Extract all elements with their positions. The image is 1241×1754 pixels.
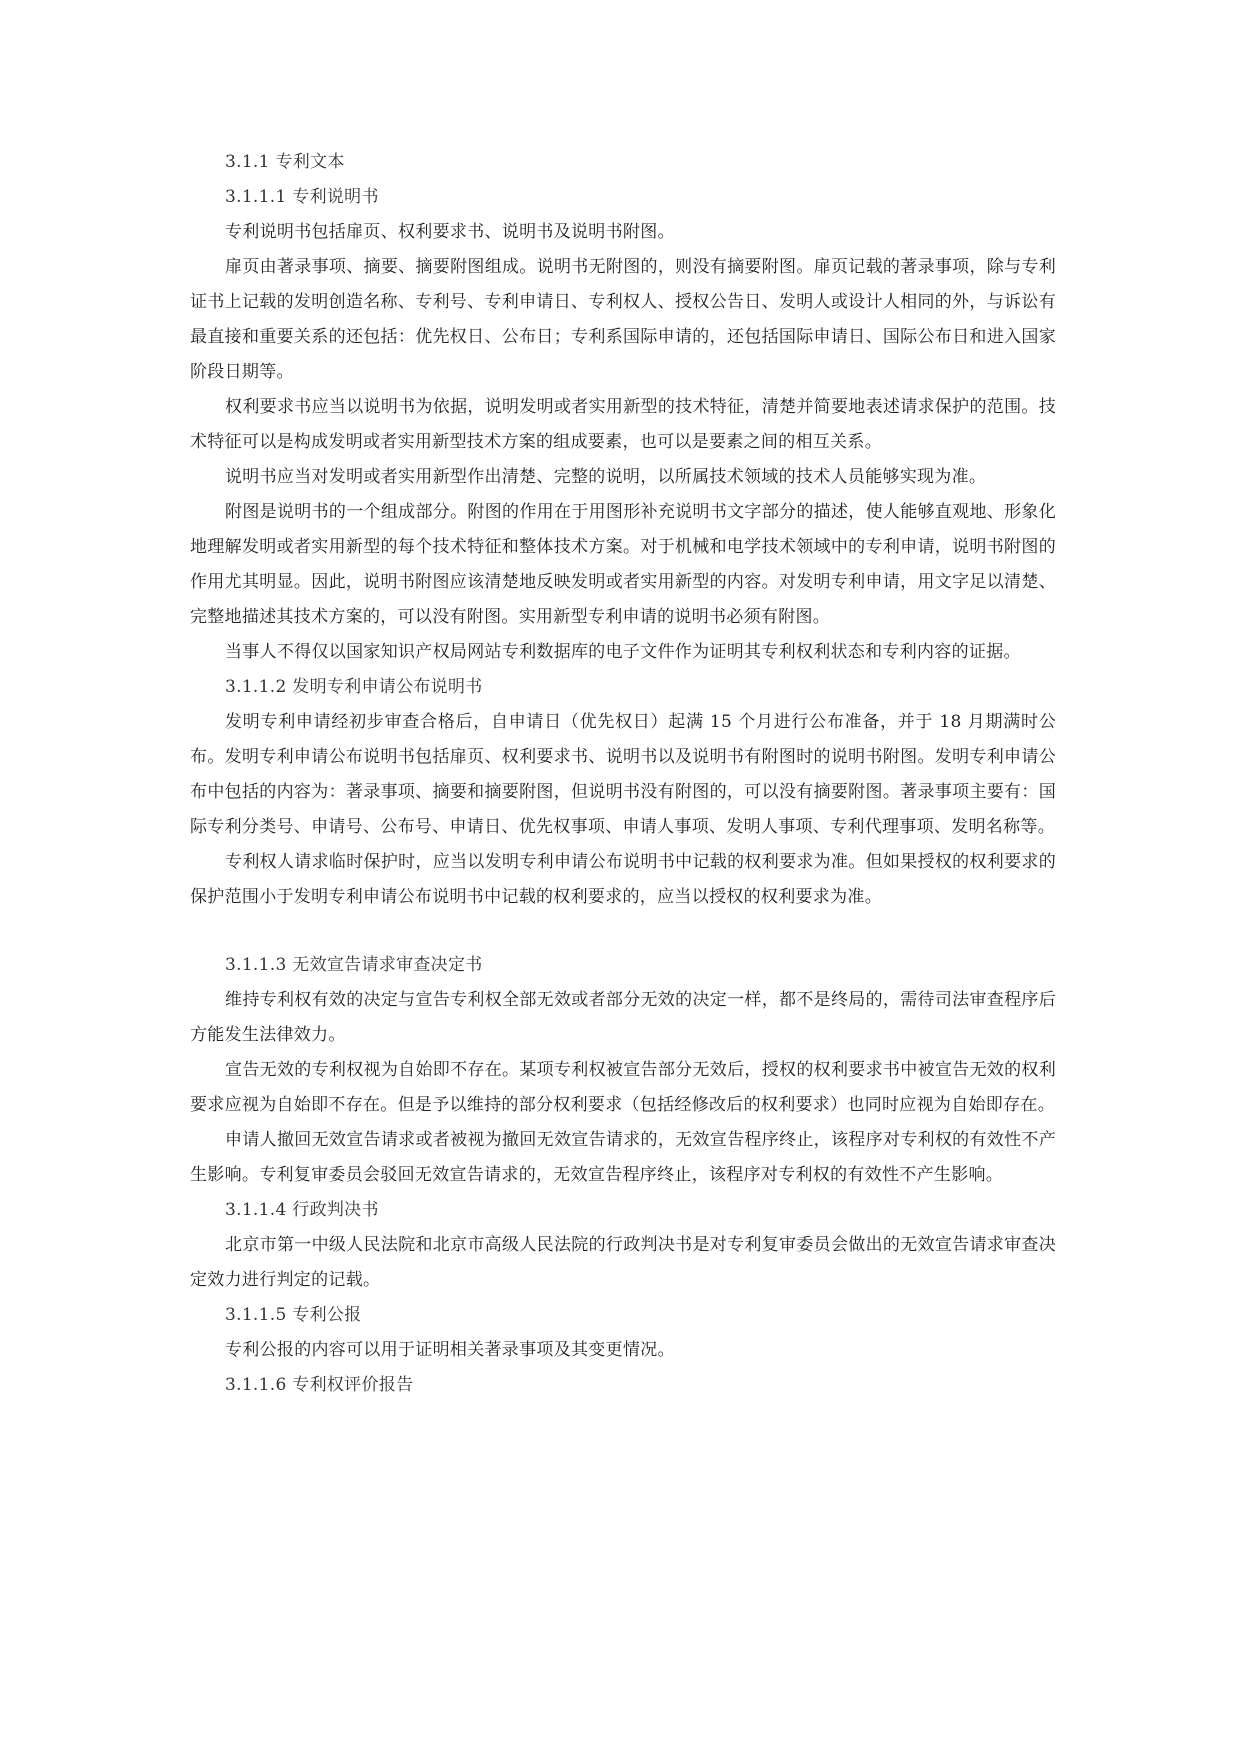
paragraph: 说明书应当对发明或者实用新型作出清楚、完整的说明，以所属技术领域的技术人员能够实现为准。: [225, 467, 987, 487]
section-heading-3-1-1: 3.1.1 专利文本: [225, 152, 345, 172]
section-heading-3-1-1-2: 3.1.1.2 发明专利申请公布说明书: [225, 677, 483, 697]
paragraph: 附图是说明书的一个组成部分。附图的作用在于用图形补充说明书文字部分的描述，使人能够直观地、形象化地理解发明或者实用新型的每个技术特征和整体技术方案。对于机械和电学技术领域中的专利申请，说明书附图的作用尤其明显。因此，说明书附图应该清楚地反映发明或者实用新型的内容。对发明专利申请，用文字足以清楚、完整地描述其技术方案的，可以没有附图。实用新型专利申请的说明书必须有附图。: [190, 502, 1056, 627]
section-heading-3-1-1-3: 3.1.1.3 无效宣告请求审查决定书: [225, 955, 483, 975]
paragraph: 专利权人请求临时保护时，应当以发明专利申请公布说明书中记载的权利要求为准。但如果授权的权利要求的保护范围小于发明专利申请公布说明书中记载的权利要求的，应当以授权的权利要求为准。: [190, 852, 1056, 907]
paragraph: 权利要求书应当以说明书为依据，说明发明或者实用新型的技术特征，清楚并简要地表述请求保护的范围。技术特征可以是构成发明或者实用新型技术方案的组成要素，也可以是要素之间的相互关系。: [190, 397, 1056, 452]
paragraph: 扉页由著录事项、摘要、摘要附图组成。说明书无附图的，则没有摘要附图。扉页记载的著录事项，除与专利证书上记载的发明创造名称、专利号、专利申请日、专利权人、授权公告日、发明人或设计人相同的外，与诉讼有最直接和重要关系的还包括：优先权日、公布日；专利系国际申请的，还包括国际申请日、国际公布日和进入国家阶段日期等。: [190, 257, 1056, 382]
paragraph: 专利说明书包括扉页、权利要求书、说明书及说明书附图。: [225, 222, 675, 242]
document-body: [190, 145, 1056, 1403]
paragraph: 申请人撤回无效宣告请求或者被视为撤回无效宣告请求的，无效宣告程序终止，该程序对专利权的有效性不产生影响。专利复审委员会驳回无效宣告请求的，无效宣告程序终止，该程序对专利权的有效性不产生影响。: [190, 1130, 1056, 1185]
section-heading-3-1-1-5: 3.1.1.5 专利公报: [225, 1305, 362, 1325]
paragraph: 北京市第一中级人民法院和北京市高级人民法院的行政判决书是对专利复审委员会做出的无效宣告请求审查决定效力进行判定的记载。: [190, 1235, 1056, 1290]
paragraph: 专利公报的内容可以用于证明相关著录事项及其变更情况。: [225, 1340, 675, 1360]
section-heading-3-1-1-4: 3.1.1.4 行政判决书: [225, 1200, 379, 1220]
section-heading-3-1-1-1: 3.1.1.1 专利说明书: [225, 187, 379, 207]
paragraph: 维持专利权有效的决定与宣告专利权全部无效或者部分无效的决定一样，都不是终局的，需待司法审查程序后方能发生法律效力。: [190, 990, 1056, 1045]
section-heading-3-1-1-6: 3.1.1.6 专利权评价报告: [225, 1375, 414, 1395]
paragraph: 当事人不得仅以国家知识产权局网站专利数据库的电子文件作为证明其专利权利状态和专利内容的证据。: [225, 642, 1021, 662]
paragraph: 发明专利申请经初步审查合格后，自申请日（优先权日）起满 15 个月进行公布准备，并于 18 月期满时公布。发明专利申请公布说明书包括扉页、权利要求书、说明书以及说明书有附图时的说明书附图。发明专利申请公布中包括的内容为：著录事项、摘要和摘要附图，但说明书没有附图的，可以没有摘要附图。著录事项主要有：国际专利分类号、申请号、公布号、申请日、优先权事项、申请人事项、发明人事项、专利代理事项、发明名称等。: [190, 712, 1056, 837]
paragraph: 宣告无效的专利权视为自始即不存在。某项专利权被宣告部分无效后，授权的权利要求书中被宣告无效的权利要求应视为自始即不存在。但是予以维持的部分权利要求（包括经修改后的权利要求）也同时应视为自始即存在。: [190, 1060, 1056, 1115]
